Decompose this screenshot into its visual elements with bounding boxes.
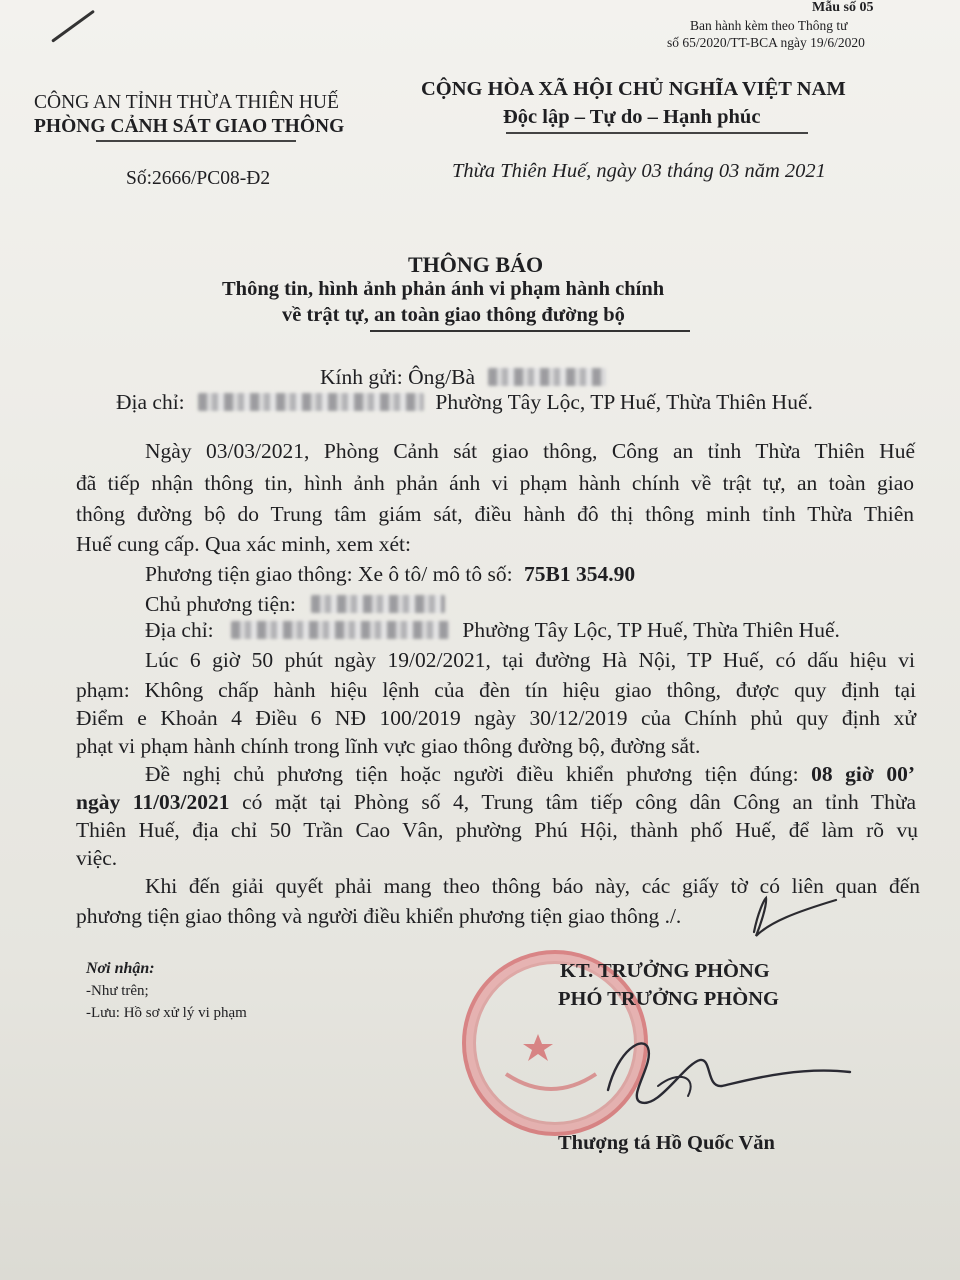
- signature-title-line1: KT. TRƯỞNG PHÒNG: [560, 960, 770, 982]
- body-text: phương tiện giao thông và người điều khiển phương tiện giao thông ./.: [76, 904, 682, 928]
- body-line: [76, 502, 914, 527]
- body-line: [145, 762, 915, 787]
- document-subtitle-line1: Thông tin, hình ảnh phản ánh vi phạm hành chính: [222, 278, 665, 300]
- redacted-address: [198, 393, 424, 411]
- body-text: Ngày 03/03/2021, Phòng Cảnh sát giao thông, Công an tỉnh Thừa Thiên Huế: [145, 439, 915, 463]
- owner-line: [145, 592, 445, 617]
- body-text: Đề nghị chủ phương tiện hoặc người điều khiển phương tiện đúng:: [145, 762, 799, 786]
- owner-label: Chủ phương tiện:: [145, 592, 296, 616]
- body-text: thông đường bộ do Trung tâm giám sát, điều hành đô thị thông minh tỉnh Thừa Thiên: [76, 502, 914, 526]
- body-text: Lúc 6 giờ 50 phút ngày 19/02/2021, tại đường Hà Nội, TP Huế, có dấu hiệu vi: [145, 648, 915, 672]
- address-label: Địa chỉ:: [116, 390, 185, 414]
- document-number: Số:2666/PC08-Đ2: [126, 168, 271, 189]
- vehicle-line: [145, 562, 635, 587]
- redacted-owner-address: [231, 621, 449, 639]
- redacted-owner-name: [311, 595, 445, 613]
- body-text: phạm: Không chấp hành hiệu lệnh của đèn tín hiệu giao thông, được quy định tại: [76, 678, 916, 702]
- body-line: [76, 790, 916, 815]
- body-text: Thiên Huế, địa chỉ 50 Trần Cao Vân, phường Phú Hội, thành phố Huế, để làm rõ vụ: [76, 818, 918, 842]
- signer-name: Thượng tá Hồ Quốc Văn: [558, 1132, 775, 1154]
- body-line: [145, 439, 915, 464]
- appointment-time: 08 giờ 00’: [811, 762, 915, 786]
- recipient-address: [116, 390, 813, 415]
- address-tail: Phường Tây Lộc, TP Huế, Thừa Thiên Huế.: [435, 390, 813, 414]
- agency-name: CÔNG AN TỈNH THỪA THIÊN HUẾ: [34, 92, 339, 113]
- license-plate: 75B1 354.90: [524, 562, 636, 586]
- owner-address-label: Địa chỉ:: [145, 618, 214, 642]
- document-subtitle-line2: về trật tự, an toàn giao thông đường bộ: [282, 304, 625, 326]
- place-date: Thừa Thiên Huế, ngày 03 tháng 03 năm 2021: [452, 160, 826, 182]
- body-line: [76, 706, 916, 731]
- body-text: đã tiếp nhận thông tin, hình ảnh phản ánh vi phạm hành chính về trật tự, an toàn giao: [76, 471, 914, 495]
- appointment-date-line: [76, 790, 916, 815]
- body-line: [145, 648, 915, 673]
- document-title: THÔNG BÁO: [408, 252, 544, 277]
- body-text: có mặt tại Phòng số 4, Trung tâm tiếp công dân Công an tỉnh Thừa: [242, 790, 917, 814]
- form-issued-line1: Ban hành kèm theo Thông tư: [690, 18, 848, 33]
- recipients-label: Nơi nhận:: [86, 960, 155, 977]
- country-name: CỘNG HÒA XÃ HỘI CHỦ NGHĨA VIỆT NAM: [421, 78, 846, 100]
- signature-title-line2: PHÓ TRƯỞNG PHÒNG: [558, 988, 779, 1010]
- form-number: Mẫu số 05: [812, 0, 874, 15]
- recipients-item: -Lưu: Hồ sơ xử lý vi phạm: [86, 1005, 247, 1021]
- redacted-recipient-name: [488, 368, 606, 386]
- appointment-date: ngày 11/03/2021: [76, 790, 230, 814]
- vehicle-label: Phương tiện giao thông: Xe ô tô/ mô tô số:: [145, 562, 513, 586]
- body-text: Khi đến giải quyết phải mang theo thông báo này, các giấy tờ có liên quan đến: [145, 874, 920, 898]
- body-text: phạt vi phạm hành chính trong lĩnh vực giao thông đường bộ, đường sắt.: [76, 734, 701, 758]
- subtitle-underline: [370, 330, 690, 332]
- recipients-item: -Như trên;: [86, 983, 149, 999]
- form-issued-line2: số 65/2020/TT-BCA ngày 19/6/2020: [667, 35, 865, 50]
- owner-address-tail: Phường Tây Lộc, TP Huế, Thừa Thiên Huế.: [462, 618, 840, 642]
- initials-scribble: [736, 892, 846, 942]
- handwritten-signature: [588, 1030, 858, 1120]
- owner-address-line: [145, 618, 840, 643]
- body-text: việc.: [76, 846, 118, 870]
- body-text: Điểm e Khoản 4 Điều 6 NĐ 100/2019 ngày 30/12/2019 của Chính phủ quy định xử: [76, 706, 916, 730]
- pen-mark: [51, 10, 95, 43]
- national-motto: Độc lập – Tự do – Hạnh phúc: [503, 106, 761, 128]
- body-line: [76, 471, 914, 496]
- body-text: Huế cung cấp. Qua xác minh, xem xét:: [76, 532, 411, 556]
- salutation-label: Kính gửi: Ông/Bà: [320, 365, 475, 389]
- body-line: [76, 818, 918, 843]
- salutation: [320, 365, 606, 390]
- motto-underline: [506, 132, 808, 134]
- department-name: PHÒNG CẢNH SÁT GIAO THÔNG: [34, 116, 345, 137]
- department-underline: [96, 140, 296, 142]
- body-line: [76, 678, 916, 703]
- appointment-line: [145, 762, 915, 787]
